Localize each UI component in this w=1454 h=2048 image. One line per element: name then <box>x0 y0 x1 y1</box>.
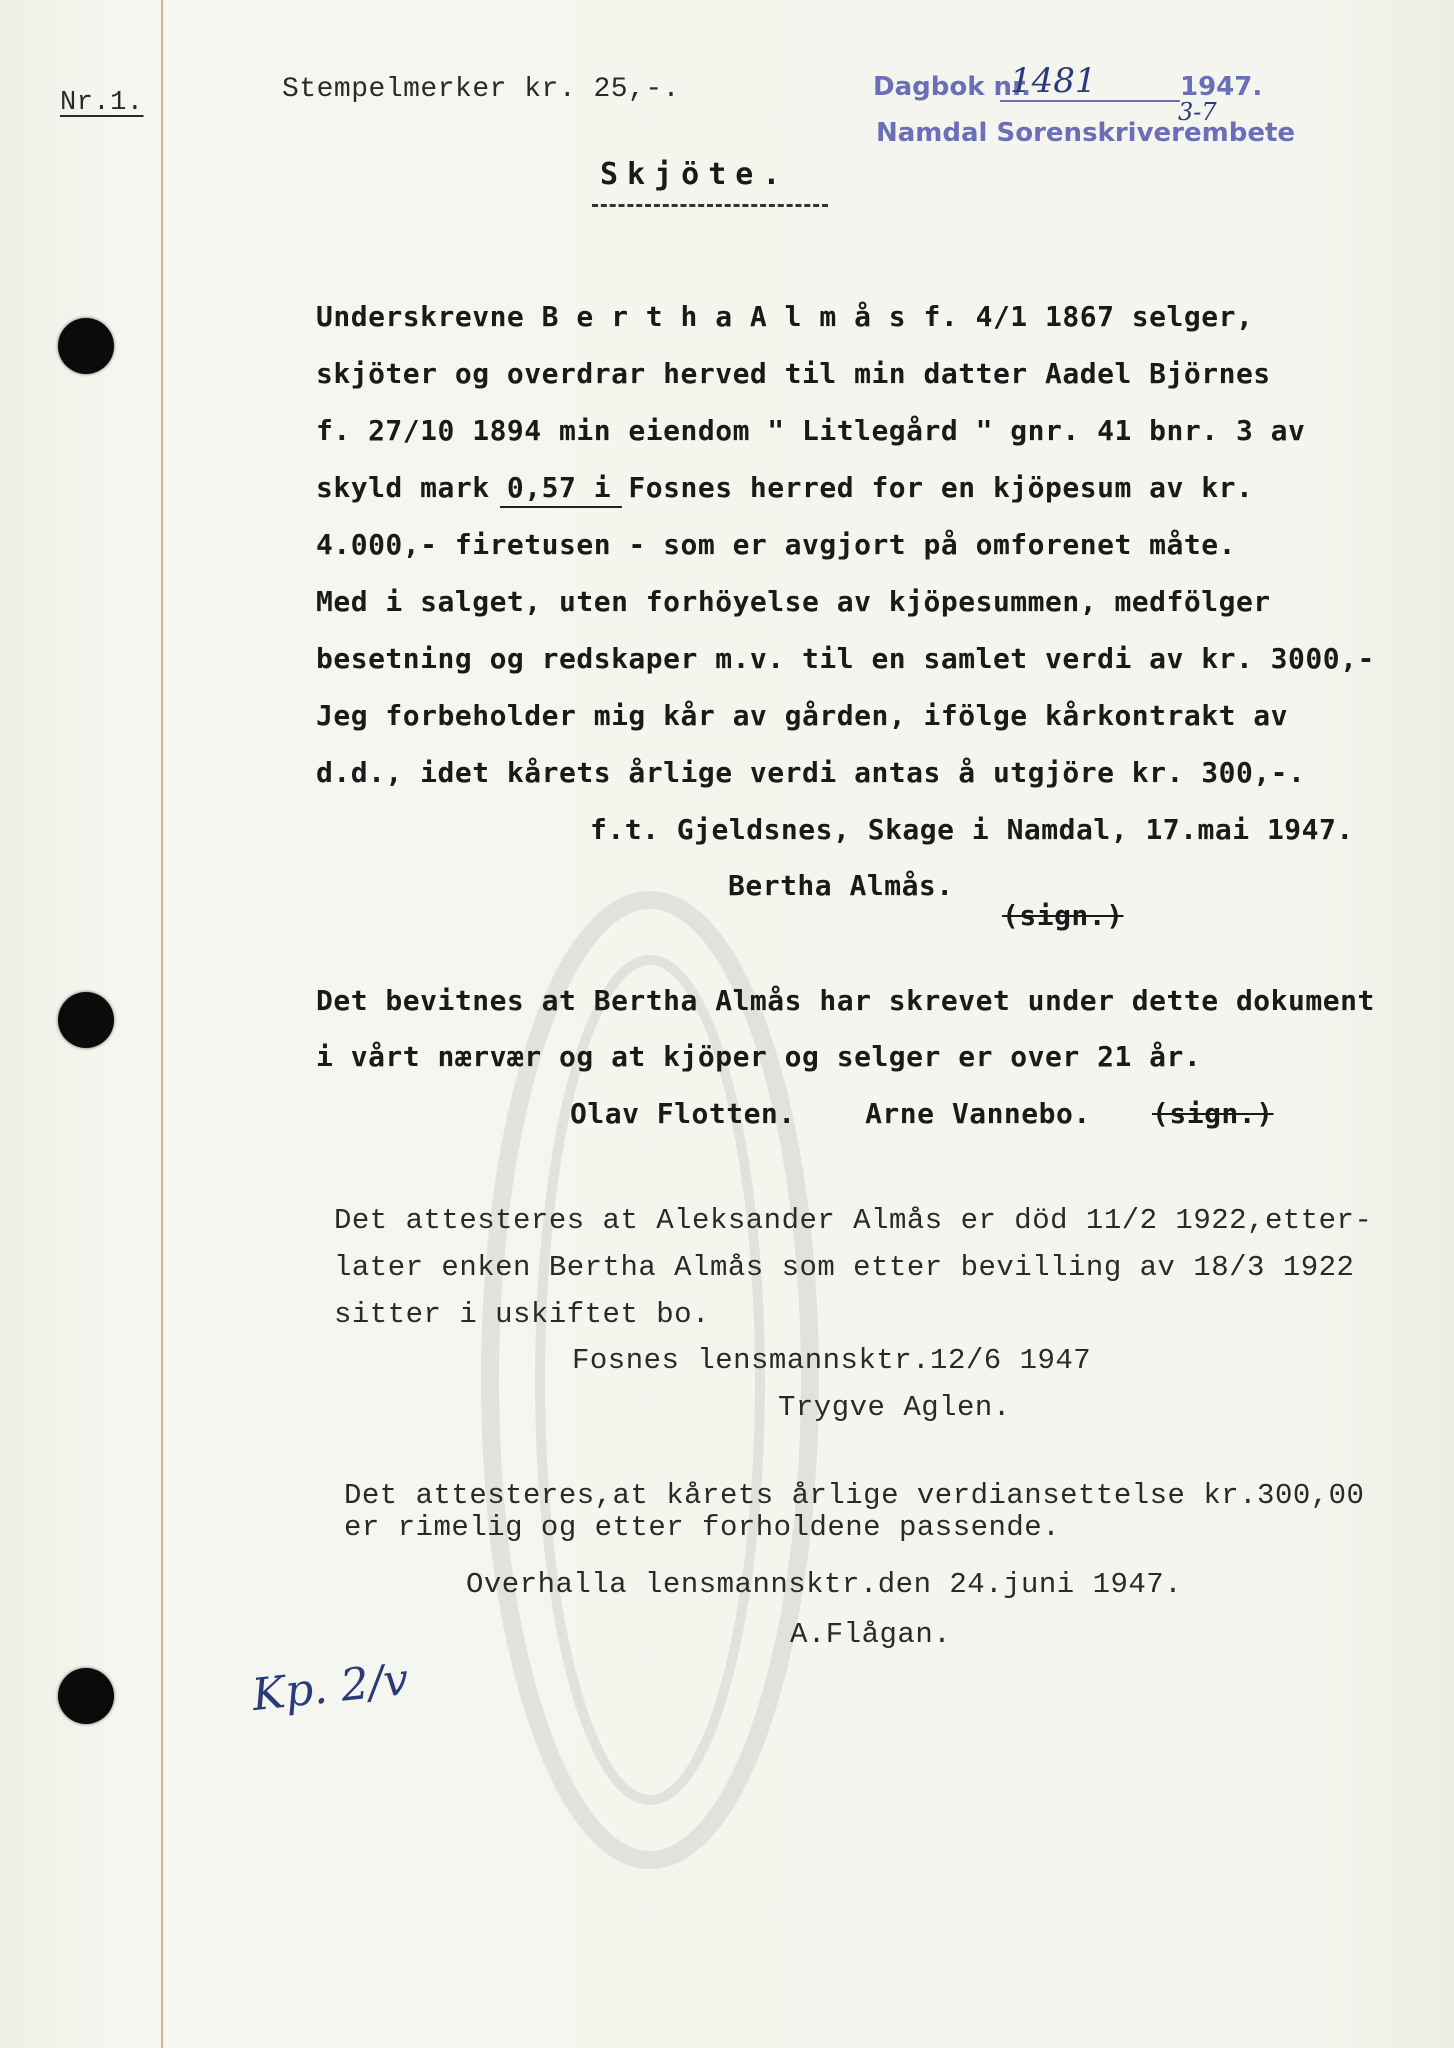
registry-number: 1481 <box>1010 61 1097 101</box>
deed-title: Skjöte. <box>600 157 790 192</box>
punch-hole <box>58 1668 114 1724</box>
deed-sign-mark: (sign.) <box>1002 899 1124 932</box>
attest-line: Det attesteres at Aleksander Almås er död 11/2 1922,etter- <box>334 1204 1373 1237</box>
attest-signer: Trygve Aglen. <box>778 1391 1011 1424</box>
attest-place-date: Fosnes lensmannsktr.12/6 1947 <box>572 1344 1092 1377</box>
margin-rule <box>161 0 163 2048</box>
attest-line: er rimelig og etter forholdene passende. <box>344 1511 1061 1544</box>
attest-place-date: Overhalla lensmannsktr.den 24.juni 1947. <box>466 1568 1183 1601</box>
document-number: Nr.1. <box>60 88 144 118</box>
attest-line: later enken Bertha Almås som etter bevilling av 18/3 1922 <box>334 1251 1355 1284</box>
watermark-seal <box>470 880 830 1880</box>
deed-line: f. 27/10 1894 min eiendom " Litlegård " gnr. 41 bnr. 3 av <box>316 414 1306 447</box>
deed-place-date: f.t. Gjeldsnes, Skage i Namdal, 17.mai 1947. <box>590 813 1354 846</box>
witness-sign-mark: (sign.) <box>1152 1097 1274 1130</box>
deed-line: skjöter og overdrar herved til min datter Aadel Björnes <box>316 357 1271 390</box>
stamp-duty: Stempelmerker kr. 25,-. <box>282 74 680 105</box>
deed-line: skyld mark 0,57 i Fosnes herred for en kjöpesum av kr. <box>316 471 1254 504</box>
punch-hole <box>58 992 114 1048</box>
attest-line: Det attesteres,at kårets årlige verdiansettelse kr.300,00 <box>344 1479 1365 1512</box>
punch-hole <box>58 318 114 374</box>
title-underline <box>592 204 828 207</box>
attest-signer: A.Flågan. <box>790 1618 952 1651</box>
witness-names: Olav Flotten. Arne Vannebo. <box>570 1097 1091 1130</box>
registry-number-line <box>1000 100 1180 102</box>
margin-note: Kp. 2/v <box>249 1653 411 1722</box>
deed-line: 4.000,- firetusen - som er avgjort på omforenet måte. <box>316 528 1236 561</box>
attest-line: sitter i uskiftet bo. <box>334 1298 710 1331</box>
deed-signer: Bertha Almås. <box>728 869 954 902</box>
deed-line: d.d., idet kårets årlige verdi antas å utgjöre kr. 300,-. <box>316 756 1306 789</box>
skyld-underline <box>500 506 622 508</box>
registry-stamp-label: Dagbok nr. <box>873 72 1032 102</box>
registry-date: 3-7 <box>1178 98 1217 126</box>
witness-line: Det bevitnes at Bertha Almås har skrevet under dette dokument <box>316 984 1375 1017</box>
deed-line: Jeg forbeholder mig kår av gården, ifölge kårkontrakt av <box>316 699 1289 732</box>
deed-line: besetning og redskaper m.v. til en samlet verdi av kr. 3000,- <box>316 642 1375 675</box>
deed-line: Underskrevne B e r t h a A l m å s f. 4/1 1867 selger, <box>316 300 1254 333</box>
registry-year: 1947. <box>1180 72 1263 102</box>
deed-line: Med i salget, uten forhöyelse av kjöpesummen, medfölger <box>316 585 1271 618</box>
registry-office: Namdal Sorenskriverembete <box>876 118 1296 148</box>
witness-line: i vårt nærvær og at kjöper og selger er over 21 år. <box>316 1040 1202 1073</box>
